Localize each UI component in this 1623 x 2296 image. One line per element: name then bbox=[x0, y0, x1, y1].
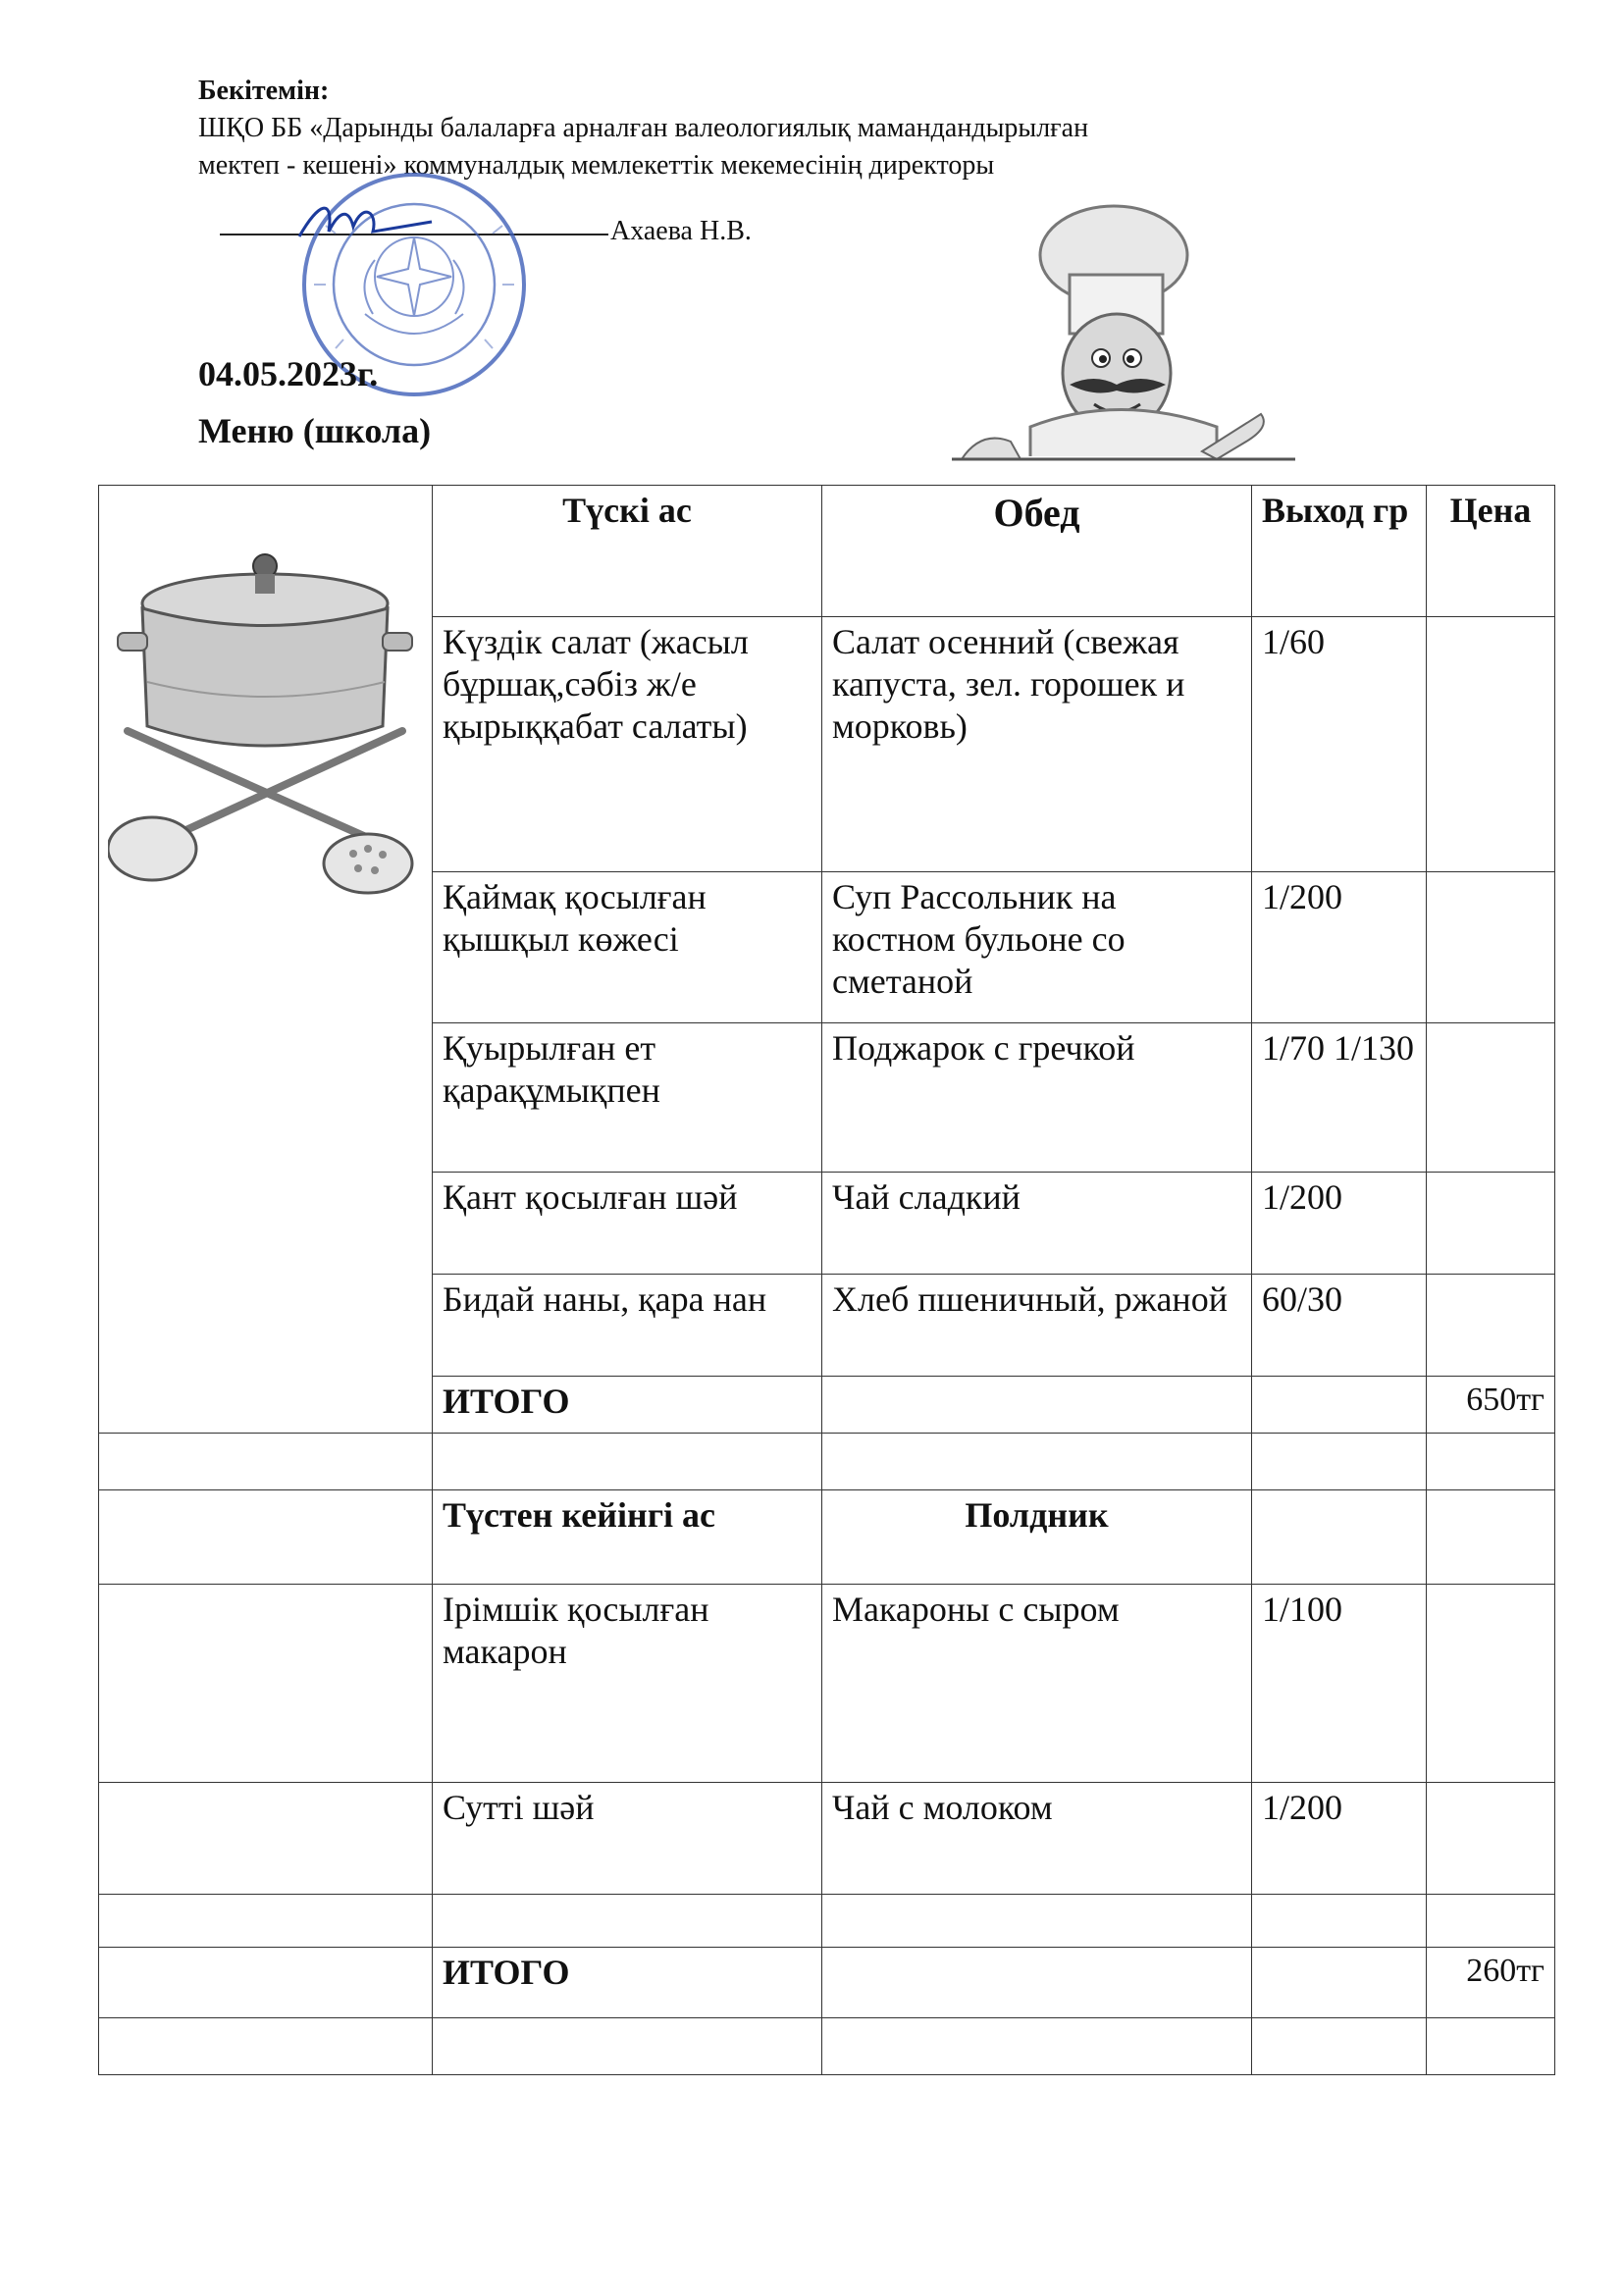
dish-price bbox=[1427, 617, 1555, 872]
table-row bbox=[99, 1783, 1555, 1895]
dish-price bbox=[1427, 1783, 1555, 1895]
menu-date: 04.05.2023г. bbox=[198, 354, 379, 393]
snack-total-price: 260тг bbox=[1427, 1948, 1555, 2018]
empty-cell bbox=[822, 2018, 1252, 2075]
dish-ru: Макароны с сыром bbox=[822, 1585, 1252, 1783]
spacer-row bbox=[99, 2018, 1555, 2075]
empty-cell bbox=[1252, 1895, 1427, 1948]
dish-output: 1/100 bbox=[1252, 1585, 1427, 1783]
lunch-total-label: ИТОГО bbox=[433, 1377, 822, 1434]
dish-kz: Қаймақ қосылған қышқыл көжесі bbox=[433, 872, 822, 1023]
dish-output: 60/30 bbox=[1252, 1275, 1427, 1377]
empty-cell bbox=[1252, 1377, 1427, 1434]
empty-cell bbox=[433, 1434, 822, 1490]
dish-kz: Ірімшік қосылған макарон bbox=[433, 1585, 822, 1783]
snack-total-label: ИТОГО bbox=[433, 1948, 822, 2018]
empty-cell bbox=[433, 1895, 822, 1948]
menu-title: Меню (школа) bbox=[198, 411, 432, 450]
dish-price bbox=[1427, 1585, 1555, 1783]
spacer-row bbox=[99, 1434, 1555, 1490]
empty-cell bbox=[99, 1490, 433, 1585]
dish-kz: Сутті шәй bbox=[433, 1783, 822, 1895]
table-row bbox=[99, 1585, 1555, 1783]
empty-cell bbox=[99, 1434, 433, 1490]
empty-cell bbox=[99, 1895, 433, 1948]
empty-cell bbox=[99, 1783, 433, 1895]
spacer-row bbox=[99, 1895, 1555, 1948]
header-ru: Обед bbox=[822, 486, 1252, 617]
empty-cell bbox=[822, 1434, 1252, 1490]
empty-cell bbox=[1252, 2018, 1427, 2075]
dish-price bbox=[1427, 1275, 1555, 1377]
empty-cell bbox=[1427, 2018, 1555, 2075]
dish-ru: Салат осенний (свежая капуста, зел. горошек и морковь) bbox=[822, 617, 1252, 872]
dish-output: 1/200 bbox=[1252, 1173, 1427, 1275]
dish-kz: Қант қосылған шәй bbox=[433, 1173, 822, 1275]
empty-cell bbox=[99, 2018, 433, 2075]
header-kz: Түскі ас bbox=[433, 486, 822, 617]
dish-ru: Хлеб пшеничный, ржаной bbox=[822, 1275, 1252, 1377]
dish-ru: Чай с молоком bbox=[822, 1783, 1252, 1895]
cooking-pot-icon bbox=[108, 525, 432, 898]
snack-header-kz: Түстен кейінгі ас bbox=[433, 1490, 822, 1585]
empty-cell bbox=[99, 1585, 433, 1783]
empty-cell bbox=[433, 2018, 822, 2075]
empty-cell bbox=[1427, 1895, 1555, 1948]
dish-output: 1/60 bbox=[1252, 617, 1427, 872]
dish-kz: Қуырылған ет қарақұмықпен bbox=[433, 1023, 822, 1173]
snack-total-row bbox=[99, 1948, 1555, 2018]
dish-price bbox=[1427, 1173, 1555, 1275]
dish-kz: Бидай наны, қара нан bbox=[433, 1275, 822, 1377]
approval-line-2: мектеп - кешені» коммуналдық мемлекеттік мекемесінің директоры bbox=[198, 150, 995, 181]
snack-header-row bbox=[99, 1490, 1555, 1585]
snack-header-ru: Полдник bbox=[822, 1490, 1252, 1585]
dish-kz: Күздік салат (жасыл бұршақ,сәбіз ж/е қырыққабат салаты) bbox=[433, 617, 822, 872]
empty-cell bbox=[1427, 1490, 1555, 1585]
empty-cell bbox=[1427, 1434, 1555, 1490]
empty-cell bbox=[822, 1377, 1252, 1434]
empty-cell bbox=[822, 1895, 1252, 1948]
approval-heading: Бекітемін: bbox=[198, 76, 330, 106]
dish-ru: Чай сладкий bbox=[822, 1173, 1252, 1275]
empty-cell bbox=[1252, 1948, 1427, 2018]
chef-illustration-icon bbox=[922, 196, 1315, 461]
empty-cell bbox=[822, 1948, 1252, 2018]
dish-ru: Поджарок с гречкой bbox=[822, 1023, 1252, 1173]
header-price: Цена bbox=[1427, 486, 1555, 617]
dish-output: 1/200 bbox=[1252, 872, 1427, 1023]
empty-cell bbox=[1252, 1490, 1427, 1585]
dish-output: 1/200 bbox=[1252, 1783, 1427, 1895]
dish-ru: Суп Рассольник на костном бульоне со сметаной bbox=[822, 872, 1252, 1023]
empty-cell bbox=[1252, 1434, 1427, 1490]
approval-line-1: ШҚО ББ «Дарынды балаларға арналған валеологиялық мамандандырылған bbox=[198, 113, 1089, 143]
signature-icon bbox=[294, 192, 442, 251]
dish-price bbox=[1427, 1023, 1555, 1173]
dish-output: 1/70 1/130 bbox=[1252, 1023, 1427, 1173]
director-name: Ахаева Н.В. bbox=[610, 216, 752, 246]
dish-price bbox=[1427, 872, 1555, 1023]
header-output: Выход гр bbox=[1252, 486, 1427, 617]
lunch-total-price: 650тг bbox=[1427, 1377, 1555, 1434]
empty-cell bbox=[99, 1948, 433, 2018]
